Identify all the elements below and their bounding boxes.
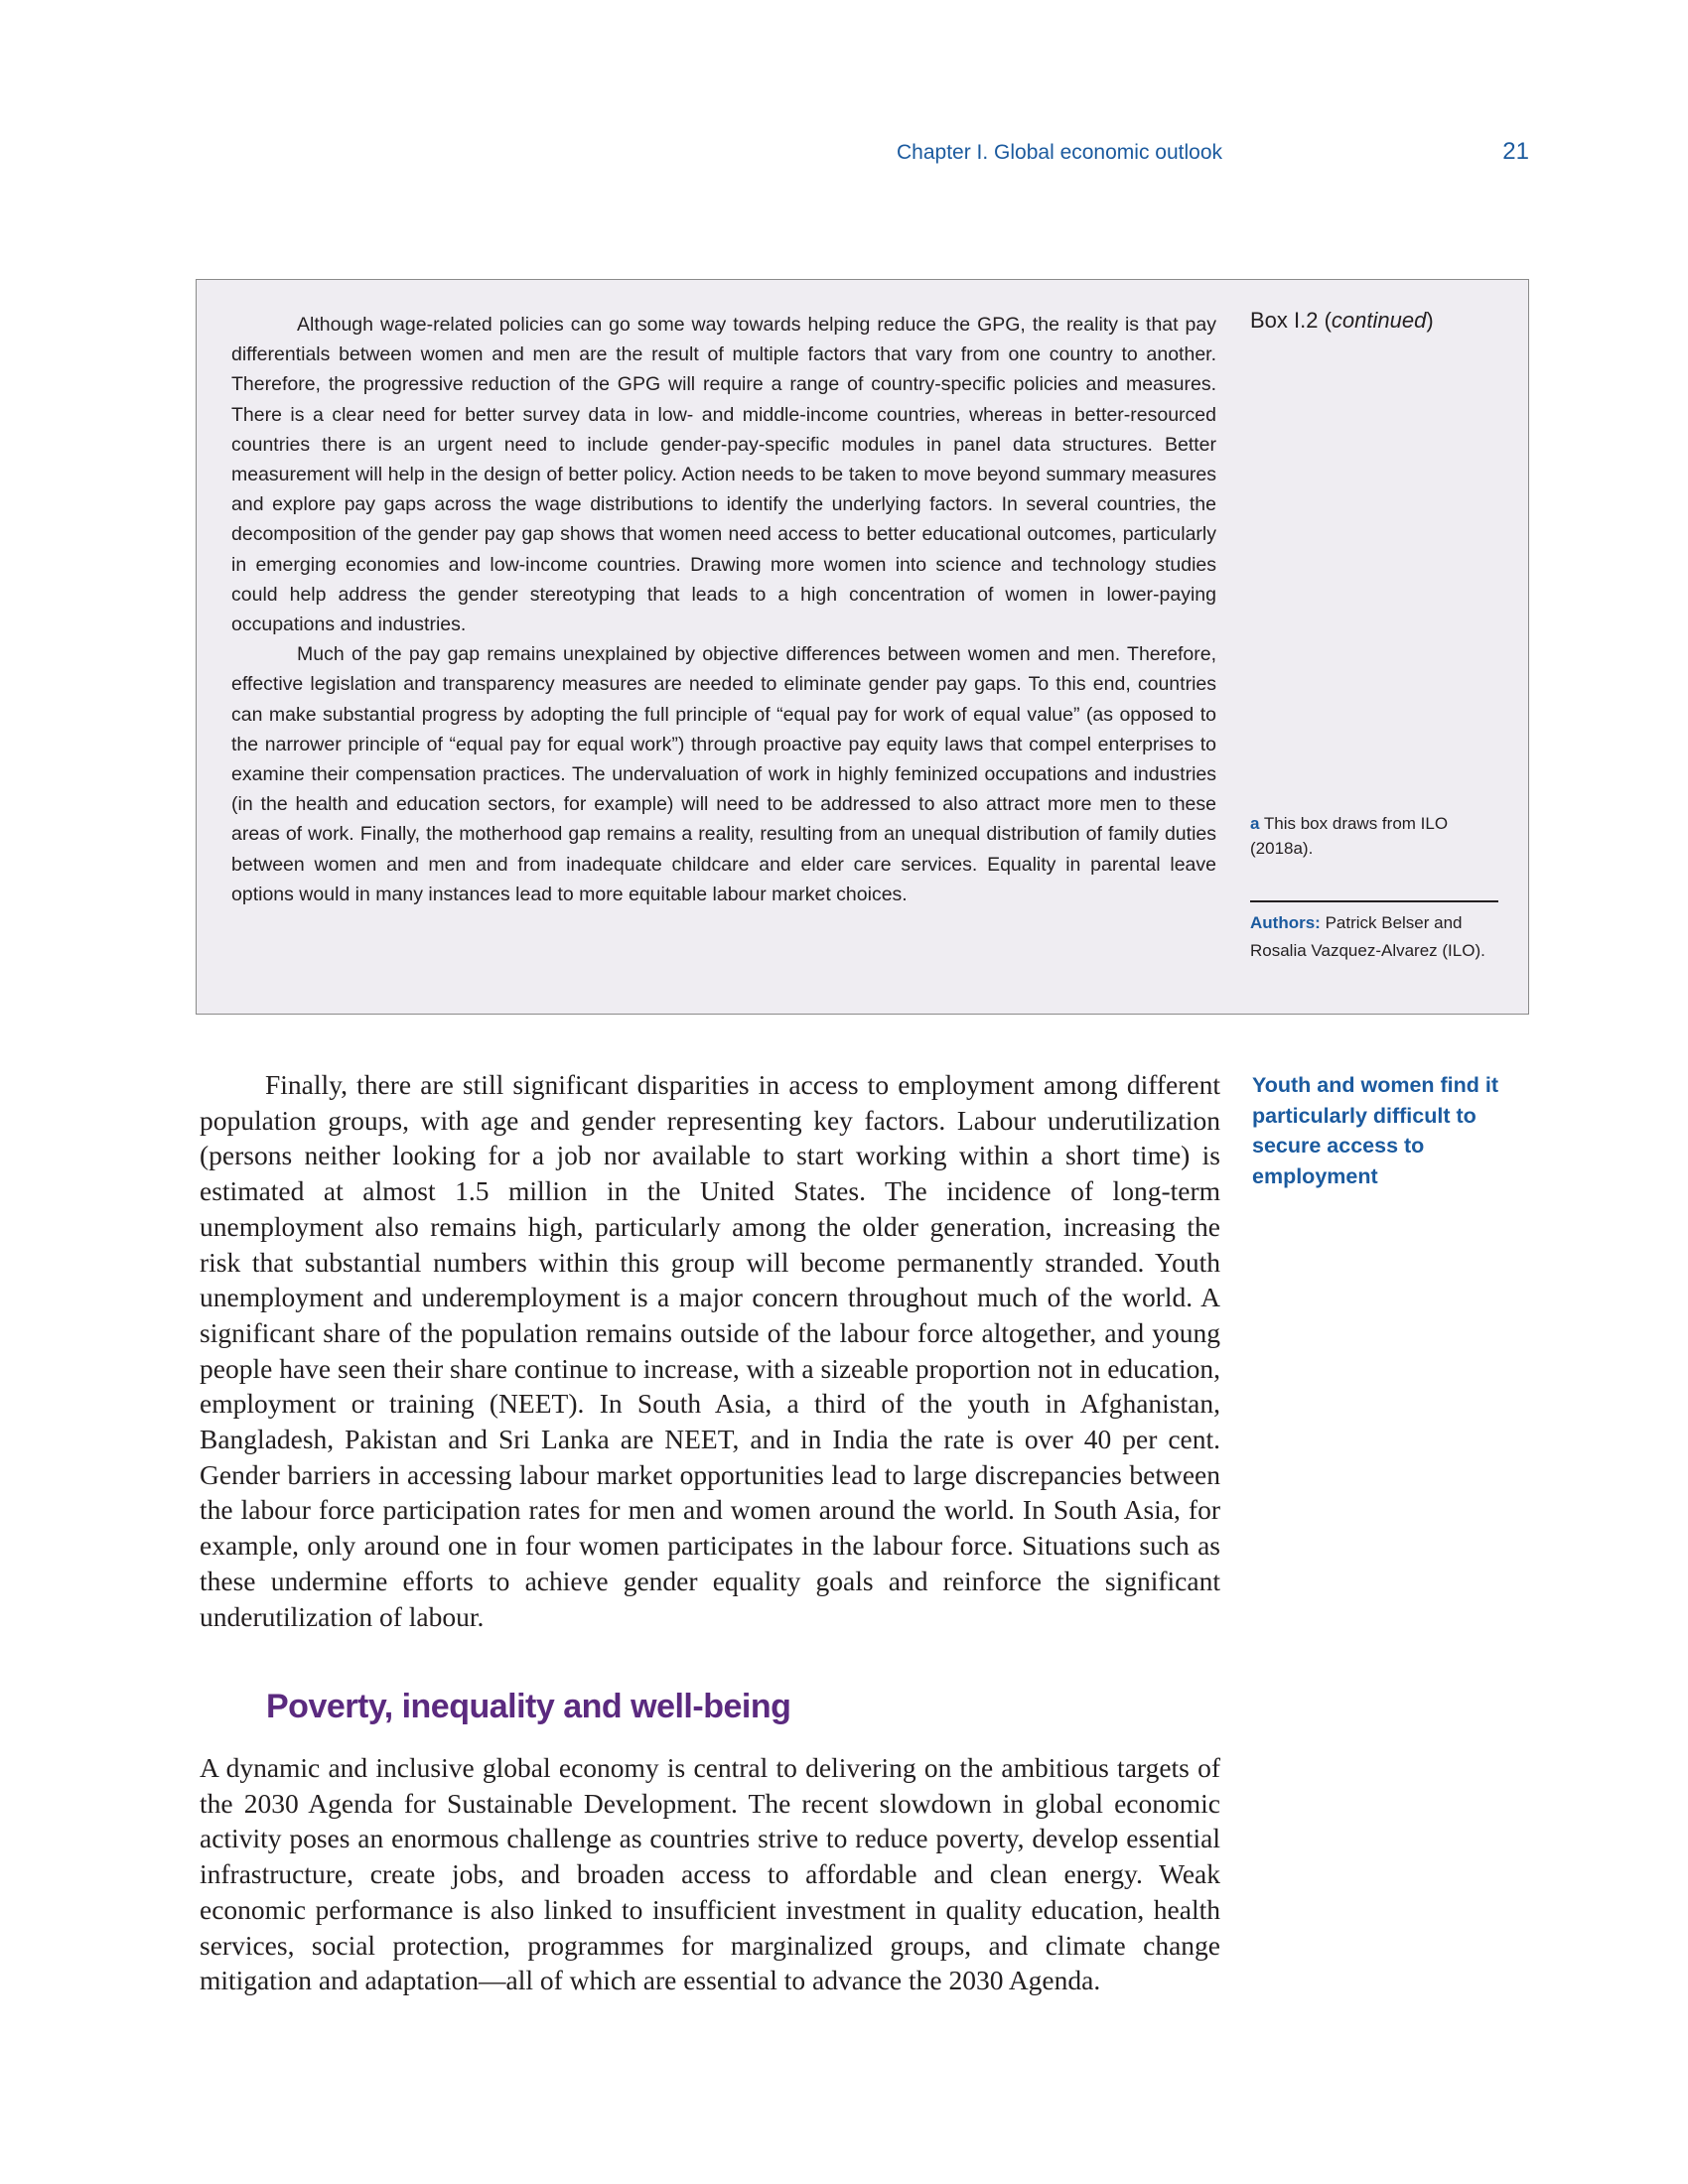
body-paragraph-poverty — [200, 1750, 1220, 1998]
box-label-continued: continued — [1331, 308, 1427, 333]
footnote-marker: a — [1250, 814, 1260, 833]
page-number: 21 — [1502, 138, 1529, 165]
box-paragraph: Although wage-related policies can go some way towards helping reduce the GPG, the reality is that pay differentials between women and men are the result of multiple factors that vary from one country to another. Therefore, the progressive reduction of the GPG will require a range of country-specific policies and measures. There is a clear need for better survey data in low- and middle-income countries, whereas in better-resourced countries there is an urgent need to include gender-pay-specific modules in panel data structures. Better measurement will help in the design of better policy. Action needs to be taken to move beyond summary measures and explore pay gaps across the wage distributions to identify the underlying factors. In several countries, the decomposition of the gender pay gap shows that women need access to better educational outcomes, particularly in emerging economies and low-income countries. Drawing more women into science and technology studies could help address the gender stereotyping that leads to a high concentration of women in lower-paying occupations and industries. — [231, 314, 1216, 636]
box-label — [1250, 308, 1434, 334]
authors-label: Authors: — [1250, 913, 1321, 932]
body-paragraph-employment — [200, 1067, 1220, 1634]
box-divider — [1250, 900, 1498, 902]
body-paragraph-text: A dynamic and inclusive global economy is central to delivering on the ambitious targets of the 2030 Agenda for Sustainable Development. The recent slowdown in global economic activity poses an enormous challenge as countries strive to reduce poverty, develop essential infrastructure, create jobs, and broaden access to affordable and clean energy. Weak economic performance is also linked to insufficient investment in quality education, health services, social protection, programmes for marginalized groups, and climate change mitigation and adaptation—all of which are essential to advance the 2030 Agenda. — [200, 1752, 1220, 1996]
section-heading: Poverty, inequality and well-being — [266, 1688, 791, 1725]
box-label-suffix: ) — [1426, 308, 1434, 333]
authors-text: Patrick Belser and Rosalia Vazquez-Alvarez (ILO). — [1250, 913, 1485, 960]
body-paragraph-text: Finally, there are still significant disparities in access to employment among different population groups, with age and gender representing key factors. Labour underutilization (persons neither looking for a job nor available to start working within a short time) is estimated at almost 1.5 million in the United States. The incidence of long-term unemployment also remains high, particularly among the older generation, increasing the risk that substantial numbers within this group will become permanently stranded. Youth unemployment and underemployment is a major concern throughout much of the world. A significant share of the population remains outside of the labour force altogether, and young people have seen their share continue to increase, with a sizeable proportion not in education, employment or training (NEET). In South Asia, a third of the youth in Afghanistan, Bangladesh, Pakistan and Sri Lanka are NEET, and in India the rate is over 40 per cent. Gender barriers in accessing labour market opportunities lead to large discrepancies between the labour force participation rates for men and women around the world. In South Asia, for example, only around one in four women participates in the labour force. Situations such as these undermine efforts to achieve gender equality goals and reinforce the significant underutilization of labour. — [200, 1069, 1220, 1632]
box-authors — [1250, 909, 1518, 965]
box-body — [231, 310, 1216, 909]
box-footnote — [1250, 811, 1488, 861]
box-label-prefix: Box I.2 ( — [1250, 308, 1332, 333]
box-paragraph: Much of the pay gap remains unexplained by objective differences between women and men. Therefore, effective legislation and transparency measures are needed to eliminate gender pay gaps. To this end, countries can make substantial progress by adopting the full principle of “equal pay for work of equal value” (as opposed to the narrower principle of “equal pay for equal work”) through proactive pay equity laws that compel enterprises to examine their compensation practices. The undervaluation of work in highly feminized occupations and industries (in the health and education sectors, for example) will need to be addressed to also attract more men to these areas of work. Finally, the motherhood gap remains a reality, resulting from an unequal distribution of family duties between women and men and from inadequate childcare and elder care services. Equality in parental leave options would in many instances lead to more equitable labour market choices. — [231, 643, 1216, 905]
margin-note: Youth and women find it particularly difficult to secure access to employment — [1252, 1073, 1499, 1188]
running-head: Chapter I. Global economic outlook — [896, 141, 1222, 164]
box-panel — [196, 279, 1529, 1015]
footnote-text: This box draws from ILO (2018a). — [1250, 814, 1449, 858]
